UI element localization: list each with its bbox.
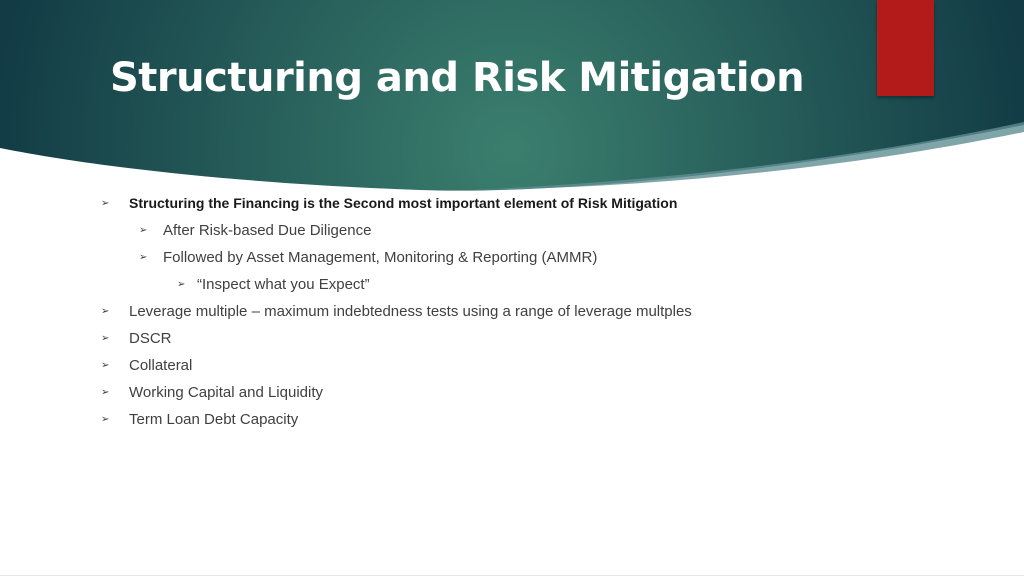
bullet-text: Working Capital and Liquidity <box>129 384 323 401</box>
bullet-item <box>0 406 1024 433</box>
bullet-item <box>0 190 1024 217</box>
bullet-text: Leverage multiple – maximum indebtedness tests using a range of leverage multples <box>129 303 692 320</box>
arrowhead-bullet-icon: ➢ <box>177 279 186 290</box>
bullet-text: “Inspect what you Expect” <box>197 276 370 293</box>
arrowhead-bullet-icon: ➢ <box>101 198 110 209</box>
bullet-item <box>0 217 1024 244</box>
arrowhead-bullet-icon: ➢ <box>101 414 110 425</box>
bullet-item <box>0 325 1024 352</box>
bullet-item <box>0 298 1024 325</box>
arrowhead-bullet-icon: ➢ <box>101 360 110 371</box>
arrowhead-bullet-icon: ➢ <box>139 225 148 236</box>
arrowhead-bullet-icon: ➢ <box>101 387 110 398</box>
slide-title: Structuring and Risk Mitigation <box>110 55 805 101</box>
bullet-item <box>0 352 1024 379</box>
bullet-item <box>0 244 1024 271</box>
bullet-list <box>0 190 1024 433</box>
bullet-text: Structuring the Financing is the Second most important element of Risk Mitigation <box>129 195 678 211</box>
red-accent-tab <box>877 0 934 96</box>
bullet-text: Term Loan Debt Capacity <box>129 411 299 428</box>
bullet-text: Collateral <box>129 357 193 374</box>
bullet-text: Followed by Asset Management, Monitoring & Reporting (AMMR) <box>163 249 598 266</box>
bullet-item <box>0 379 1024 406</box>
bullet-text: DSCR <box>129 330 172 347</box>
bullet-text: After Risk-based Due Diligence <box>163 222 372 239</box>
arrowhead-bullet-icon: ➢ <box>139 252 148 263</box>
arrowhead-bullet-icon: ➢ <box>101 333 110 344</box>
bullet-item <box>0 271 1024 298</box>
arrowhead-bullet-icon: ➢ <box>101 306 110 317</box>
